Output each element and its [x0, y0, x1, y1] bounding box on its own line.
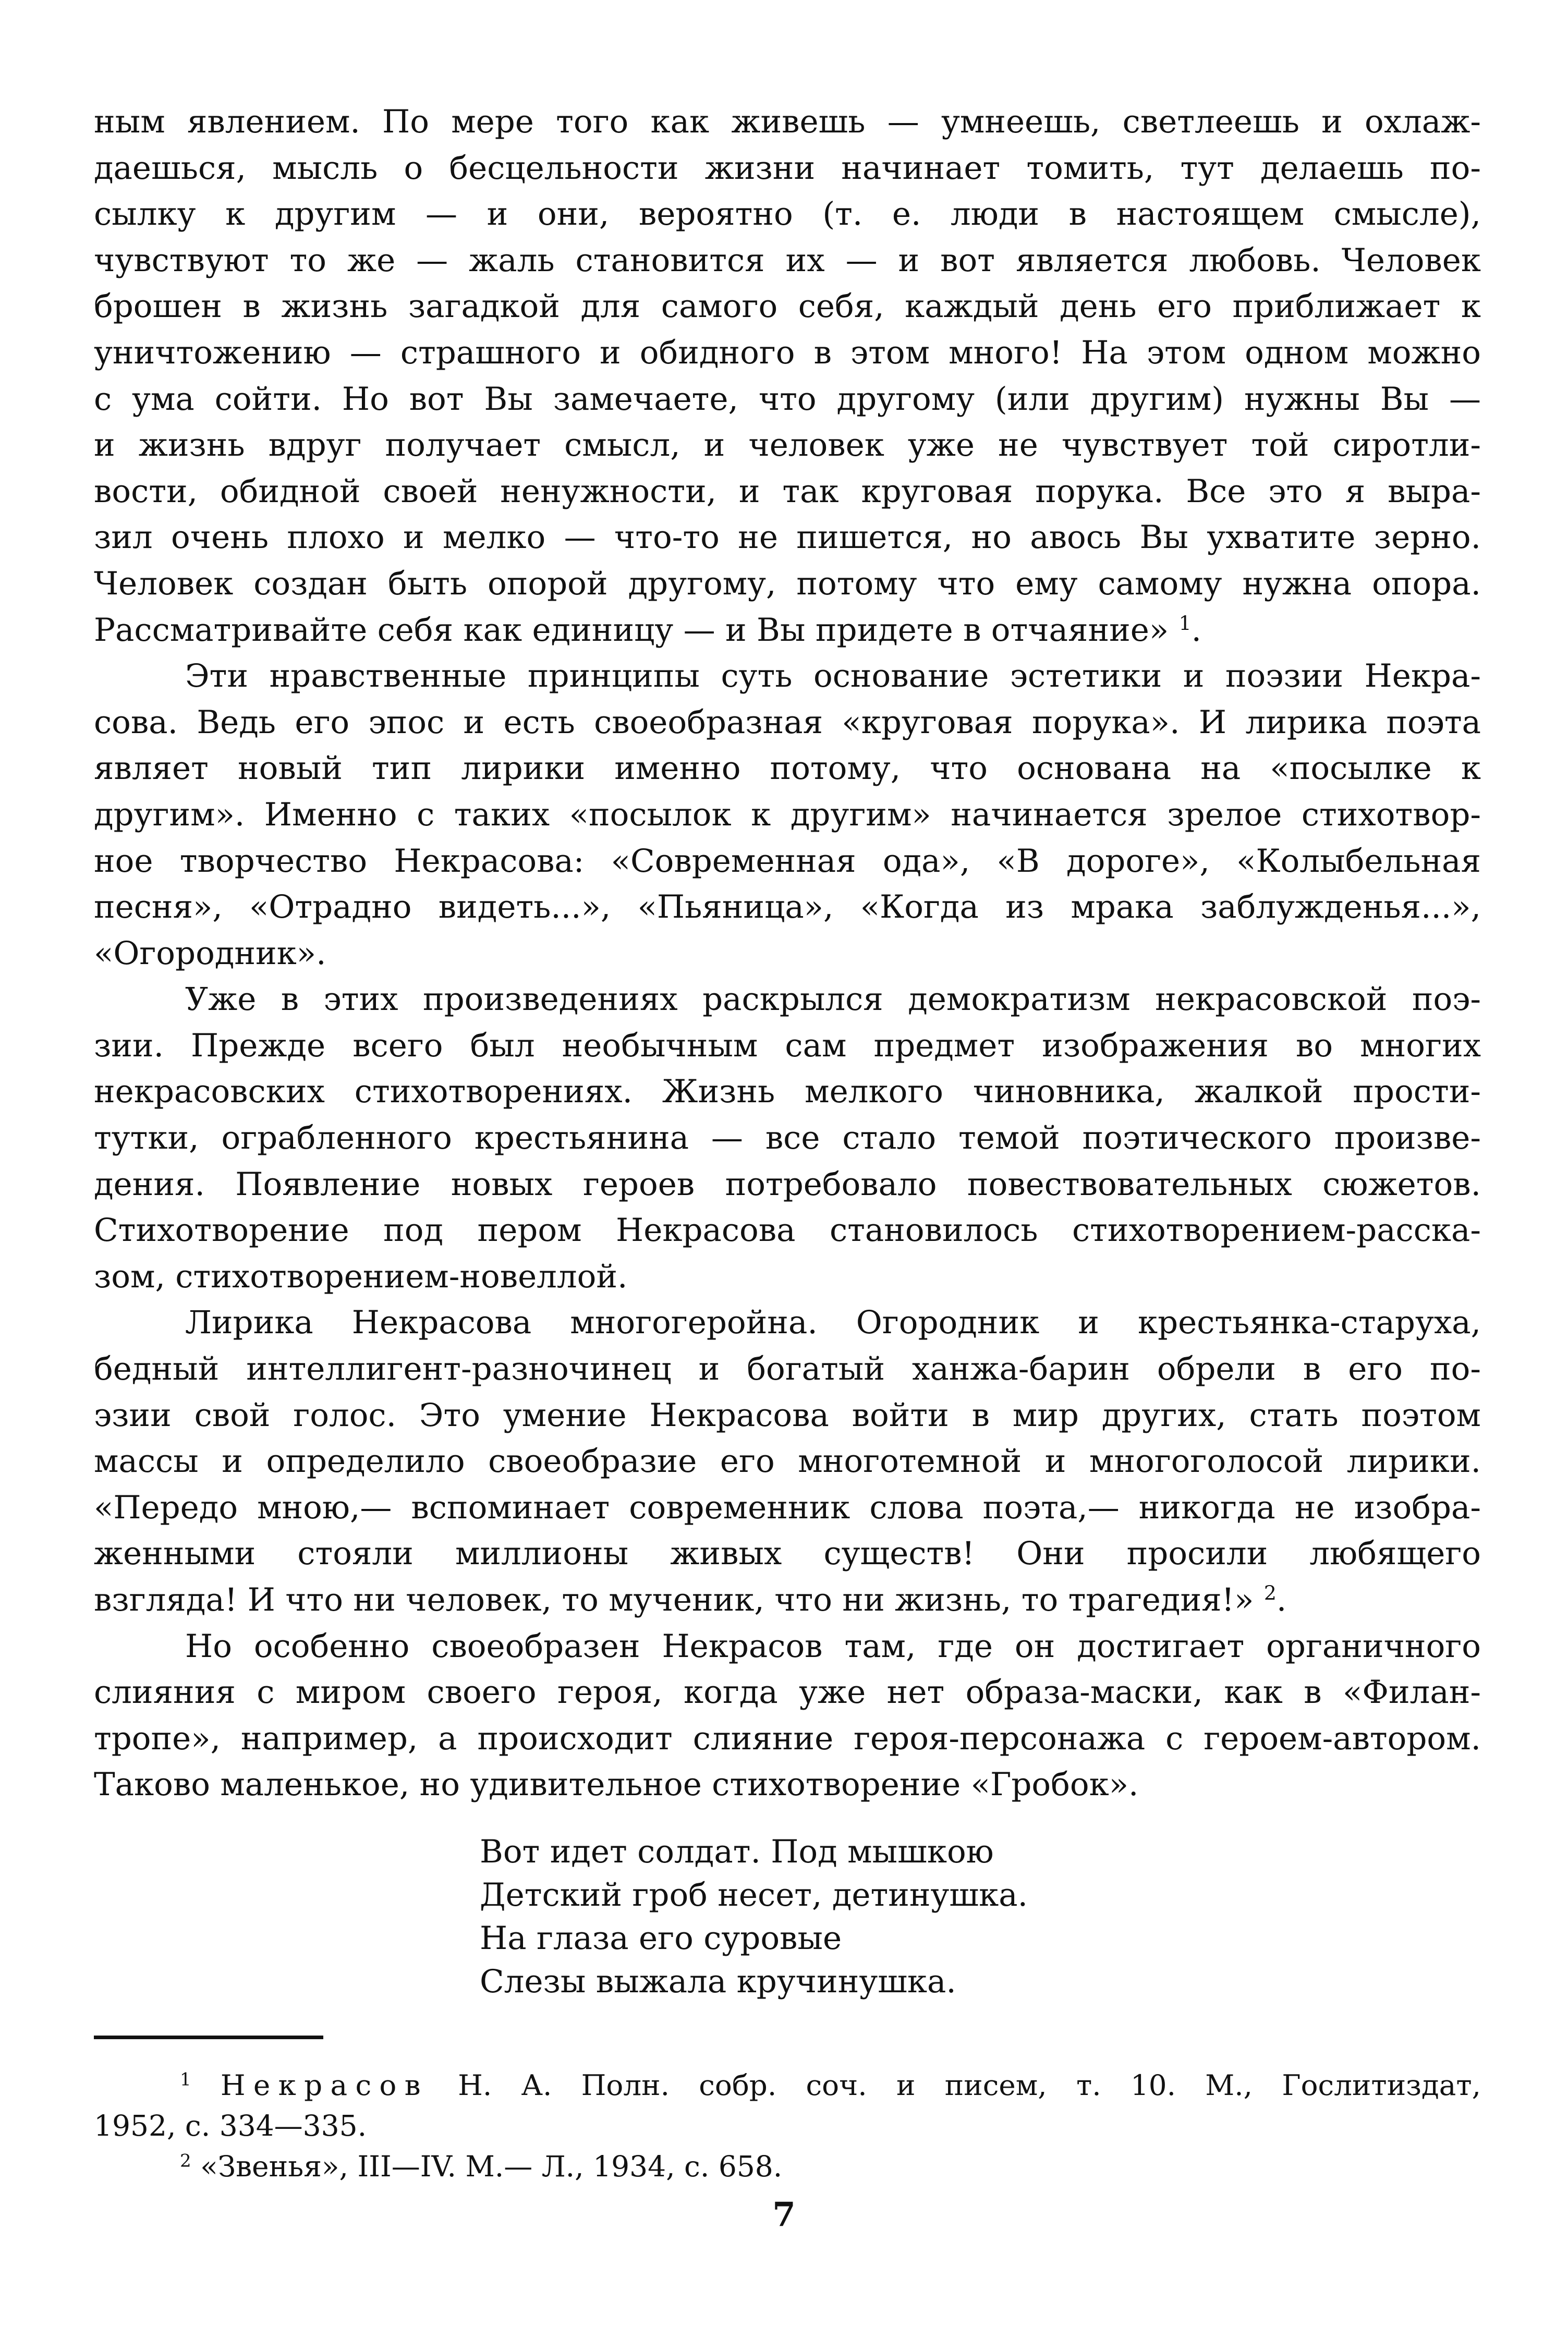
- text-line: Человек создан быть опорой другому, потому что ему самому нужна опора.: [94, 565, 1481, 602]
- text-line: некрасовских стихотворениях. Жизнь мелкого чиновника, жалкой прости-: [94, 1073, 1481, 1111]
- text-line: другим». Именно с таких «посылок к другим» начинается зрелое стихотвор-: [94, 796, 1481, 833]
- text-line: ным явлением. По мере того как живешь — умнеешь, светлеешь и охлаж-: [94, 103, 1481, 140]
- paragraph-1: [94, 99, 1481, 653]
- text-fragment: .: [1276, 1581, 1287, 1618]
- paragraph-4: [94, 1300, 1481, 1623]
- footnote-2: [94, 2146, 1481, 2187]
- footnote-author: Некрасов: [220, 2068, 429, 2102]
- text-line: «Огородник».: [94, 934, 326, 972]
- text-line: Таково маленькое, но удивительное стихотворение «Гробок».: [94, 1766, 1139, 1804]
- text-line: тропе», например, а происходит слияние героя-персонажа с героем-автором.: [94, 1720, 1481, 1757]
- text-line: брошен в жизнь загадкой для самого себя, каждый день его приближает к: [94, 288, 1481, 325]
- text-fragment: Рассматривайте себя как единицу — и Вы придете в отчаяние»: [94, 611, 1179, 649]
- text-line: «Передо мною,— вспоминает современник слова поэта,— никогда не изобра-: [94, 1489, 1481, 1526]
- text-line: Уже в этих произведениях раскрылся демократизм некрасовской поэ-: [185, 981, 1481, 1018]
- text-line: эзии свой голос. Это умение Некрасова войти в мир других, стать поэтом: [94, 1396, 1481, 1434]
- footnote-text: Н. А. Полн. собр. соч. и писем, т. 10. М., Гослитиздат,: [428, 2068, 1481, 2102]
- text-line: тутки, ограбленного крестьянина — все стало темой поэтического произве-: [94, 1119, 1481, 1157]
- footnote-1-continuation: 1952, с. 334—335.: [94, 2109, 367, 2142]
- footnote-mark: 2: [180, 2150, 191, 2172]
- text-line: зил очень плохо и мелко — что-то не пишется, но авось Вы ухватите зерно.: [94, 519, 1481, 556]
- text-line: зии. Прежде всего был необычным сам предмет изображения во многих: [94, 1027, 1481, 1064]
- text-line: женными стояли миллионы живых существ! Они просили любящего: [94, 1535, 1481, 1573]
- footnote-ref-1: 1: [1178, 611, 1192, 635]
- text-line: ное творчество Некрасова: «Современная ода», «В дороге», «Колыбельная: [94, 842, 1481, 880]
- text-line: и жизнь вдруг получает смысл, и человек уже не чувствует той сиротли-: [94, 427, 1481, 464]
- paragraph-2: [94, 653, 1481, 977]
- text-line: бедный интеллигент-разночинец и богатый ханжа-барин обрели в его по-: [94, 1350, 1481, 1388]
- text-line: с ума сойти. Но вот Вы замечаете, что другому (или другим) нужны Вы —: [94, 380, 1481, 418]
- poem-quote: [480, 1830, 1210, 2003]
- main-text: [94, 99, 1481, 1808]
- text-line: массы и определило своеобразие его многотемной и многоголосой лирики.: [94, 1443, 1481, 1480]
- text-line: песня», «Отрадно видеть...», «Пьяница», «Когда из мрака заблужденья...»,: [94, 888, 1481, 926]
- text-line: вости, обидной своей ненужности, и так круговая порука. Все это я выра-: [94, 472, 1481, 510]
- text-line: [94, 1577, 1481, 1624]
- poem-line: Вот идет солдат. Под мышкою: [480, 1833, 994, 1870]
- text-line: Стихотворение под пером Некрасова становилось стихотворением-расска-: [94, 1212, 1481, 1249]
- text-line: сылку к другим — и они, вероятно (т. е. люди в настоящем смысле),: [94, 196, 1481, 233]
- text-line: сова. Ведь его эпос и есть своеобразная «круговая порука». И лирика поэта: [94, 703, 1481, 741]
- text-fragment: .: [1191, 611, 1202, 649]
- poem-line: Детский гроб несет, детинушка.: [480, 1877, 1028, 1914]
- text-line: уничтожению — страшного и обидного в этом много! На этом одном можно: [94, 334, 1481, 371]
- text-line: [94, 607, 1481, 654]
- footnote-ref-2: 2: [1263, 1581, 1277, 1605]
- poem-line: Слезы выжала кручинушка.: [480, 1963, 956, 2000]
- text-line: Лирика Некрасова многогеройна. Огородник и крестьянка-старуха,: [185, 1304, 1481, 1342]
- text-line: чувствуют то же — жаль становится их — и вот является любовь. Человек: [94, 241, 1481, 279]
- footnote-text: «Звенья», III—IV. М.— Л., 1934, с. 658.: [191, 2150, 783, 2183]
- text-line: Эти нравственные принципы суть основание эстетики и поэзии Некра-: [185, 657, 1481, 695]
- footnote-1: [94, 2065, 1481, 2105]
- footnote-divider: [94, 2036, 323, 2039]
- footnote-mark: 1: [180, 2069, 191, 2090]
- text-line: слияния с миром своего героя, когда уже нет образа-маски, как в «Филан-: [94, 1674, 1481, 1711]
- text-line: зом, стихотворением-новеллой.: [94, 1258, 628, 1295]
- text-line: Но особенно своеобразен Некрасов там, где он достигает органичного: [185, 1627, 1481, 1665]
- paragraph-5: [94, 1624, 1481, 1808]
- poem-line: На глаза его суровые: [480, 1920, 842, 1957]
- text-fragment: взгляда! И что ни человек, то мученик, что ни жизнь, то трагедия!»: [94, 1581, 1264, 1618]
- footnotes: [94, 2065, 1481, 2187]
- paragraph-3: [94, 977, 1481, 1300]
- text-line: дения. Появление новых героев потребовало повествовательных сюжетов.: [94, 1165, 1481, 1203]
- page-number: 7: [772, 2195, 796, 2234]
- text-line: даешься, мысль о бесцельности жизни начинает томить, тут делаешь по-: [94, 149, 1481, 187]
- text-line: являет новый тип лирики именно потому, что основана на «посылке к: [94, 750, 1481, 787]
